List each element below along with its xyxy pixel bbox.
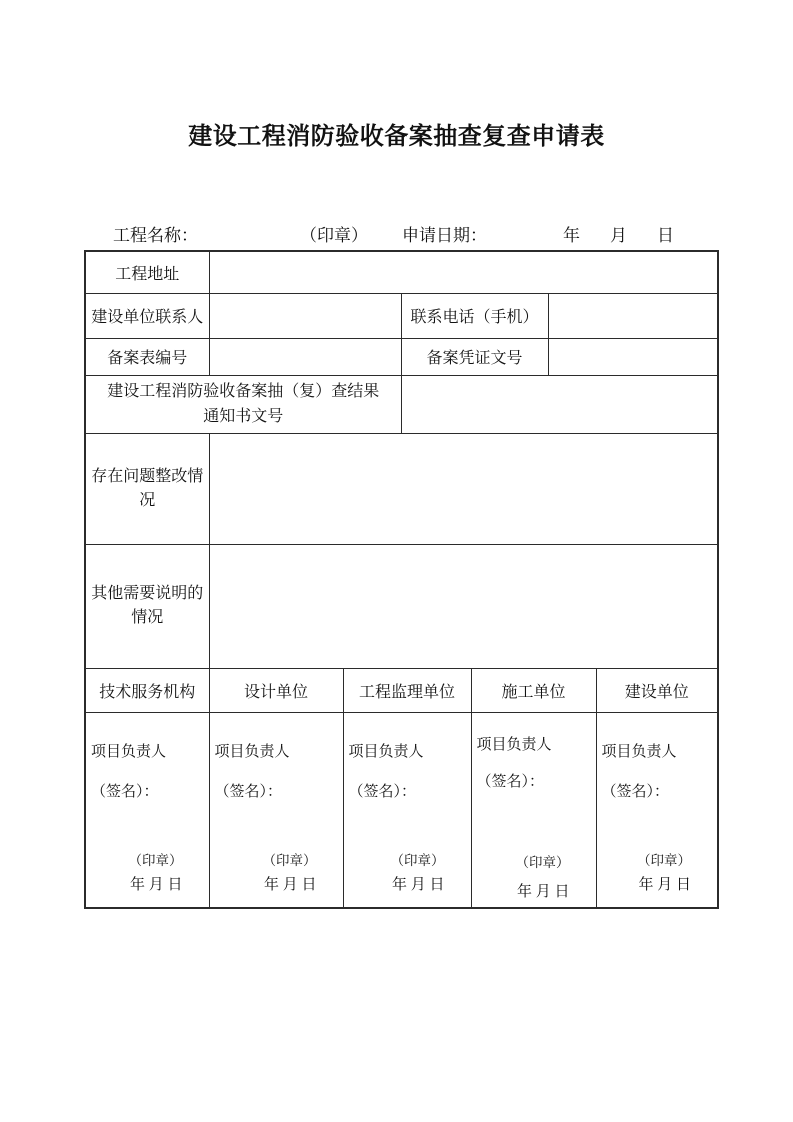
sig-date-label: 年 月 日 (391, 876, 445, 893)
header-line (0, 221, 793, 245)
sig-date-label: 年 月 日 (516, 883, 570, 900)
project-address-value-cell (209, 251, 718, 293)
row-issues-rectification (85, 433, 718, 544)
sig-role-label: 项目负责人 (476, 736, 552, 753)
sig-sign-label: （签名）： (348, 783, 417, 800)
org-header-design-unit-cell: 设计单位 (209, 668, 343, 712)
sig-date-label: 年 月 日 (638, 876, 692, 893)
apply-date-label: 申请日期： (402, 226, 487, 245)
org-header-supervision-unit-cell: 工程监理单位 (343, 668, 471, 712)
row-org-headers (85, 668, 718, 712)
record-cert-no-label-cell: 备案凭证文号 (401, 338, 548, 375)
record-form-no-value-cell (209, 338, 401, 375)
notice-doc-no-value-cell (401, 375, 718, 433)
notice-doc-no-label-line1: 建设工程消防验收备案抽（复）查结果 (107, 383, 380, 400)
phone-value-cell (548, 293, 718, 338)
other-notes-label-cell: 其他需要说明的情况 (85, 544, 209, 668)
date-year-label: 年 (563, 226, 580, 245)
issues-rectification-label-cell: 存在问题整改情况 (85, 433, 209, 544)
page-title: 建设工程消防验收备案抽查复查申请表 (188, 124, 605, 150)
date-day-label: 日 (657, 226, 674, 245)
row-record-numbers (85, 338, 718, 375)
sig-sign-label: （签名）： (601, 783, 670, 800)
sig-sign-label: （签名）： (476, 773, 545, 790)
record-cert-no-value-cell (548, 338, 718, 375)
row-project-address (85, 251, 718, 293)
sig-seal-label: （印章） (262, 852, 317, 868)
row-notice-doc-no (85, 375, 718, 433)
row-contact (85, 293, 718, 338)
application-form-table (84, 250, 719, 909)
sig-seal-label: （印章） (390, 852, 445, 868)
sig-seal-label: （印章） (515, 854, 570, 870)
org-header-construction-unit-cell: 施工单位 (471, 668, 596, 712)
sig-seal-label: （印章） (128, 852, 183, 868)
project-address-label-cell: 工程地址 (85, 251, 209, 293)
other-notes-value-cell (209, 544, 718, 668)
record-form-no-label-cell: 备案表编号 (85, 338, 209, 375)
sig-date-label: 年 月 日 (129, 876, 183, 893)
org-header-technical-service-cell: 技术服务机构 (85, 668, 209, 712)
sig-role-label: 项目负责人 (91, 743, 167, 760)
signature-cell-owner-unit (596, 712, 718, 908)
sig-seal-label: （印章） (637, 852, 692, 868)
notice-doc-no-label-line2: 通知书文号 (203, 408, 284, 425)
sig-role-label: 项目负责人 (601, 743, 677, 760)
signature-cell-supervision-unit (343, 712, 471, 908)
sig-sign-label: （签名）： (214, 783, 283, 800)
notice-doc-no-label-cell (85, 375, 401, 433)
sig-date-label: 年 月 日 (263, 876, 317, 893)
contact-person-value-cell (209, 293, 401, 338)
sig-sign-label: （签名）： (91, 783, 159, 800)
issues-rectification-value-cell (209, 433, 718, 544)
project-name-label: 工程名称： (113, 226, 198, 245)
phone-label-cell: 联系电话（手机） (401, 293, 548, 338)
signature-cell-design-unit (209, 712, 343, 908)
sig-role-label: 项目负责人 (348, 743, 424, 760)
seal-note: （印章） (300, 226, 368, 245)
signature-cell-construction-unit (471, 712, 596, 908)
date-month-label: 月 (610, 226, 627, 245)
contact-person-label-cell: 建设单位联系人 (85, 293, 209, 338)
org-header-owner-unit-cell: 建设单位 (596, 668, 718, 712)
row-other-notes (85, 544, 718, 668)
signature-cell-technical-service (85, 712, 209, 908)
row-signatures (85, 712, 718, 908)
sig-role-label: 项目负责人 (214, 743, 290, 760)
